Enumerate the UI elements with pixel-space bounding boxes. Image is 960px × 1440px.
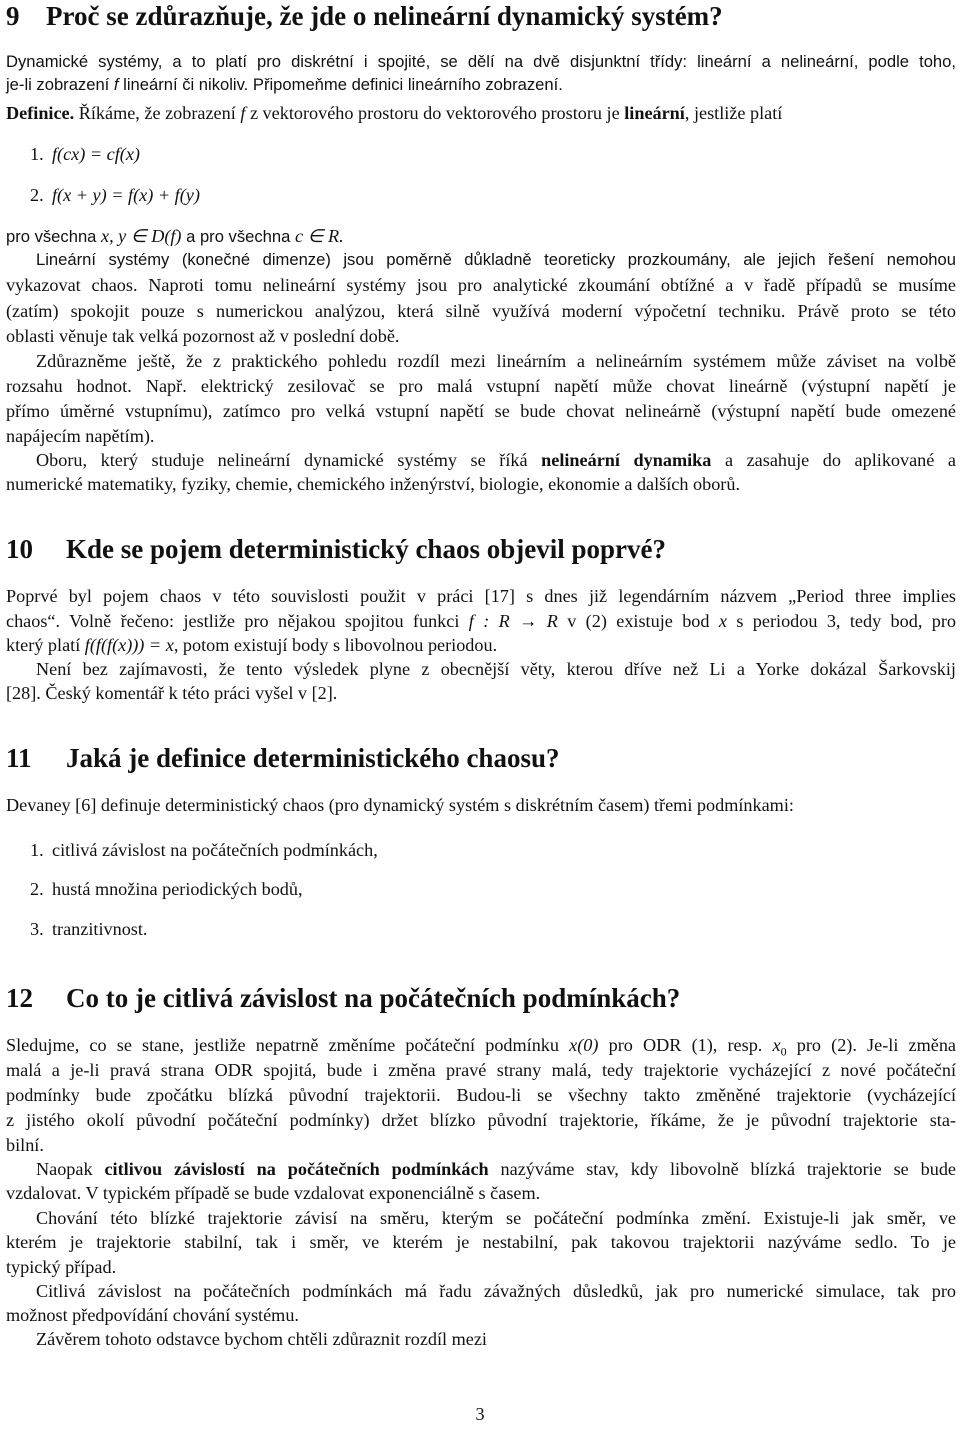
paragraph-line: vykazovat chaos. Naproti tomu nelineární systémy jsou pro analytické zkoumání obtížné a v řadě případů se musíme <box>6 275 956 295</box>
paragraph-line: [28]. Český komentář k této práci vyšel v [2]. <box>6 683 338 703</box>
math-inline: f <box>240 103 246 123</box>
list-item: 3. tranzitivnost. <box>30 919 148 939</box>
paragraph-line: Naopak citlivou závislostí na počátečních podmínkách nazýváme stav, kdy libovolně blízká trajektorie se bude <box>36 1159 956 1179</box>
math-inline: f : R → R <box>468 611 558 631</box>
bold-term: lineární <box>624 103 685 123</box>
paragraph-line: bilní. <box>6 1135 44 1155</box>
condition-item: 2. f(x + y) = f(x) + f(y) <box>30 185 200 205</box>
section-title: Kde se pojem deterministický chaos objevil poprvé? <box>66 534 666 564</box>
list-item: 1. citlivá závislost na počátečních podmínkách, <box>30 840 378 860</box>
paragraph-line: Dynamické systémy, a to platí pro diskrétní i spojité, se dělí na dvě disjunktní třídy: lineární a nelineární, podle toho, <box>6 52 956 71</box>
math-formula: f(cx) = cf(x) <box>52 144 140 164</box>
bold-term: nelineární dynamika <box>541 450 712 470</box>
section-10-heading <box>6 533 666 565</box>
paragraph-line: malá a je-li pravá strana ODR spojitá, bude i změna pravé strany malá, tedy trajektorie vycházející z nové počáteční <box>6 1060 956 1080</box>
bold-term: citlivou závislostí na počátečních podmínkách <box>104 1159 489 1179</box>
section-number: 11 <box>6 743 32 773</box>
paragraph-line: Oboru, který studuje nelineární dynamické systémy se říká nelineární dynamika a zasahuje do aplikované a <box>36 450 956 470</box>
paragraph-line: rozsahu hodnot. Např. elektrický zesilovač se pro malá vstupní napětí může chovat lineárně (výstupní napětí je <box>6 376 956 396</box>
paragraph-line: Chování této blízké trajektorie závisí na směru, kterým se počáteční podmínka změní. Existuje-li jak směr, ve <box>36 1208 956 1228</box>
paragraph-line: Lineární systémy (konečné dimenze) jsou poměrně důkladně teoreticky prozkoumány, ale jejich řešení nemohou <box>36 250 956 269</box>
math-inline: f <box>113 75 119 94</box>
paragraph-line: Závěrem tohoto odstavce bychom chtěli zdůraznit rozdíl mezi <box>36 1329 487 1349</box>
section-title: Proč se zdůrazňuje, že jde o nelineární dynamický systém? <box>46 1 723 31</box>
paragraph-line: pro všechna x, y ∈ D(f) a pro všechna c ∈ R. <box>6 226 344 246</box>
paragraph-line: vzdalovat. V typickém případě se bude vzdalovat exponenciálně s časem. <box>6 1183 541 1203</box>
paragraph-line: Poprvé byl pojem chaos v této souvislosti použit v práci [17] s dnes již legendárním názvem „Period three implies <box>6 586 956 606</box>
math-inline: x(0) <box>569 1035 599 1055</box>
paragraph-line: který platí f(f(f(x))) = x, potom existují body s libovolnou periodou. <box>6 635 498 655</box>
math-inline: x, y ∈ D(f) <box>101 226 182 246</box>
math-inline: f(f(f(x))) = x <box>84 635 174 655</box>
paragraph-line: Není bez zajímavosti, že tento výsledek plyne z obecnější věty, kterou dříve než Li a Yorke dokázal Šarkovskij <box>36 659 956 679</box>
section-11-heading <box>6 742 559 774</box>
section-title: Co to je citlivá závislost na počátečních podmínkách? <box>66 983 681 1013</box>
paragraph-line: je-li zobrazení f lineární či nikoliv. Připomeňme definici lineárního zobrazení. <box>6 75 563 94</box>
paragraph-line: Zdůrazněme ještě, že z praktického pohledu rozdíl mezi lineárním a nelineárním systémem může záviset na volbě <box>36 351 956 371</box>
paragraph-line: oblasti věnuje tak velká pozornost až v poslední době. <box>6 326 400 346</box>
paragraph-line: chaos“. Volně řečeno: jestliže pro nějakou spojitou funkci f : R → R v (2) existuje bod x s periodou 3, tedy bod, pro <box>6 611 956 631</box>
section-12-heading <box>6 982 680 1014</box>
math-inline: c ∈ R. <box>294 226 344 246</box>
math-inline: x <box>772 1035 781 1055</box>
section-number: 10 <box>6 534 33 564</box>
paragraph-line: typický případ. <box>6 1257 117 1277</box>
paragraph-line: numerické matematiky, fyziky, chemie, chemického inženýrství, biologie, ekonomie a dalších oborů. <box>6 474 740 494</box>
math-formula: f(x + y) = f(x) + f(y) <box>52 185 200 205</box>
paragraph-line: Devaney [6] definuje deterministický chaos (pro dynamický systém s diskrétním časem) třemi podmínkami: <box>6 795 794 815</box>
math-subscript: 0 <box>780 1044 787 1059</box>
paragraph-line: možnost předpovídání chování systému. <box>6 1305 299 1325</box>
paragraph-line: z jistého okolí původní počáteční podmínky) držet blízko původní trajektorie, říkáme, že je původní trajektorie sta- <box>6 1110 956 1130</box>
paragraph-line: (zatím) spokojit pouze s numerickou analýzou, která silně využívá moderní výpočetní techniku. Právě proto se této <box>6 301 956 321</box>
section-number: 9 <box>6 1 20 31</box>
section-number: 12 <box>6 983 33 1013</box>
list-item: 2. hustá množina periodických bodů, <box>30 879 303 899</box>
paragraph-line: podmínky bude zpočátku blízká původní trajektorii. Budou-li se všechny takto změněné trajektorie (vycházející <box>6 1085 956 1105</box>
paragraph-line: přímo úměrné vstupnímu), zatímco pro velká vstupní napětí se bude chovat nelineárně (výstupní napětí bude omezené <box>6 401 956 421</box>
section-9-heading <box>6 0 723 32</box>
condition-item: 1. f(cx) = cf(x) <box>30 144 140 164</box>
definition-label: Definice. <box>6 103 75 123</box>
paragraph-line: napájecím napětím). <box>6 426 155 446</box>
definition-line: Definice. Říkáme, že zobrazení f z vektorového prostoru do vektorového prostoru je lineární, jestliže platí <box>6 103 783 123</box>
paragraph-line: Citlivá závislost na počátečních podmínkách má řadu závažných důsledků, jak pro numerické simulace, tak pro <box>36 1281 956 1301</box>
paragraph-line: kterém je trajektorie stabilní, tak i směr, ve kterém je nestabilní, pak takovou trajektorii nazýváme sedlo. To je <box>6 1232 956 1252</box>
section-title: Jaká je definice deterministického chaosu? <box>66 743 560 773</box>
paragraph-line: Sledujme, co se stane, jestliže nepatrně změníme počáteční podmínku x(0) pro ODR (1), resp. $x_0$ pro (2). Je-li změna <box>6 1035 956 1059</box>
page-number: 3 <box>475 1404 485 1424</box>
math-inline: x <box>718 611 727 631</box>
